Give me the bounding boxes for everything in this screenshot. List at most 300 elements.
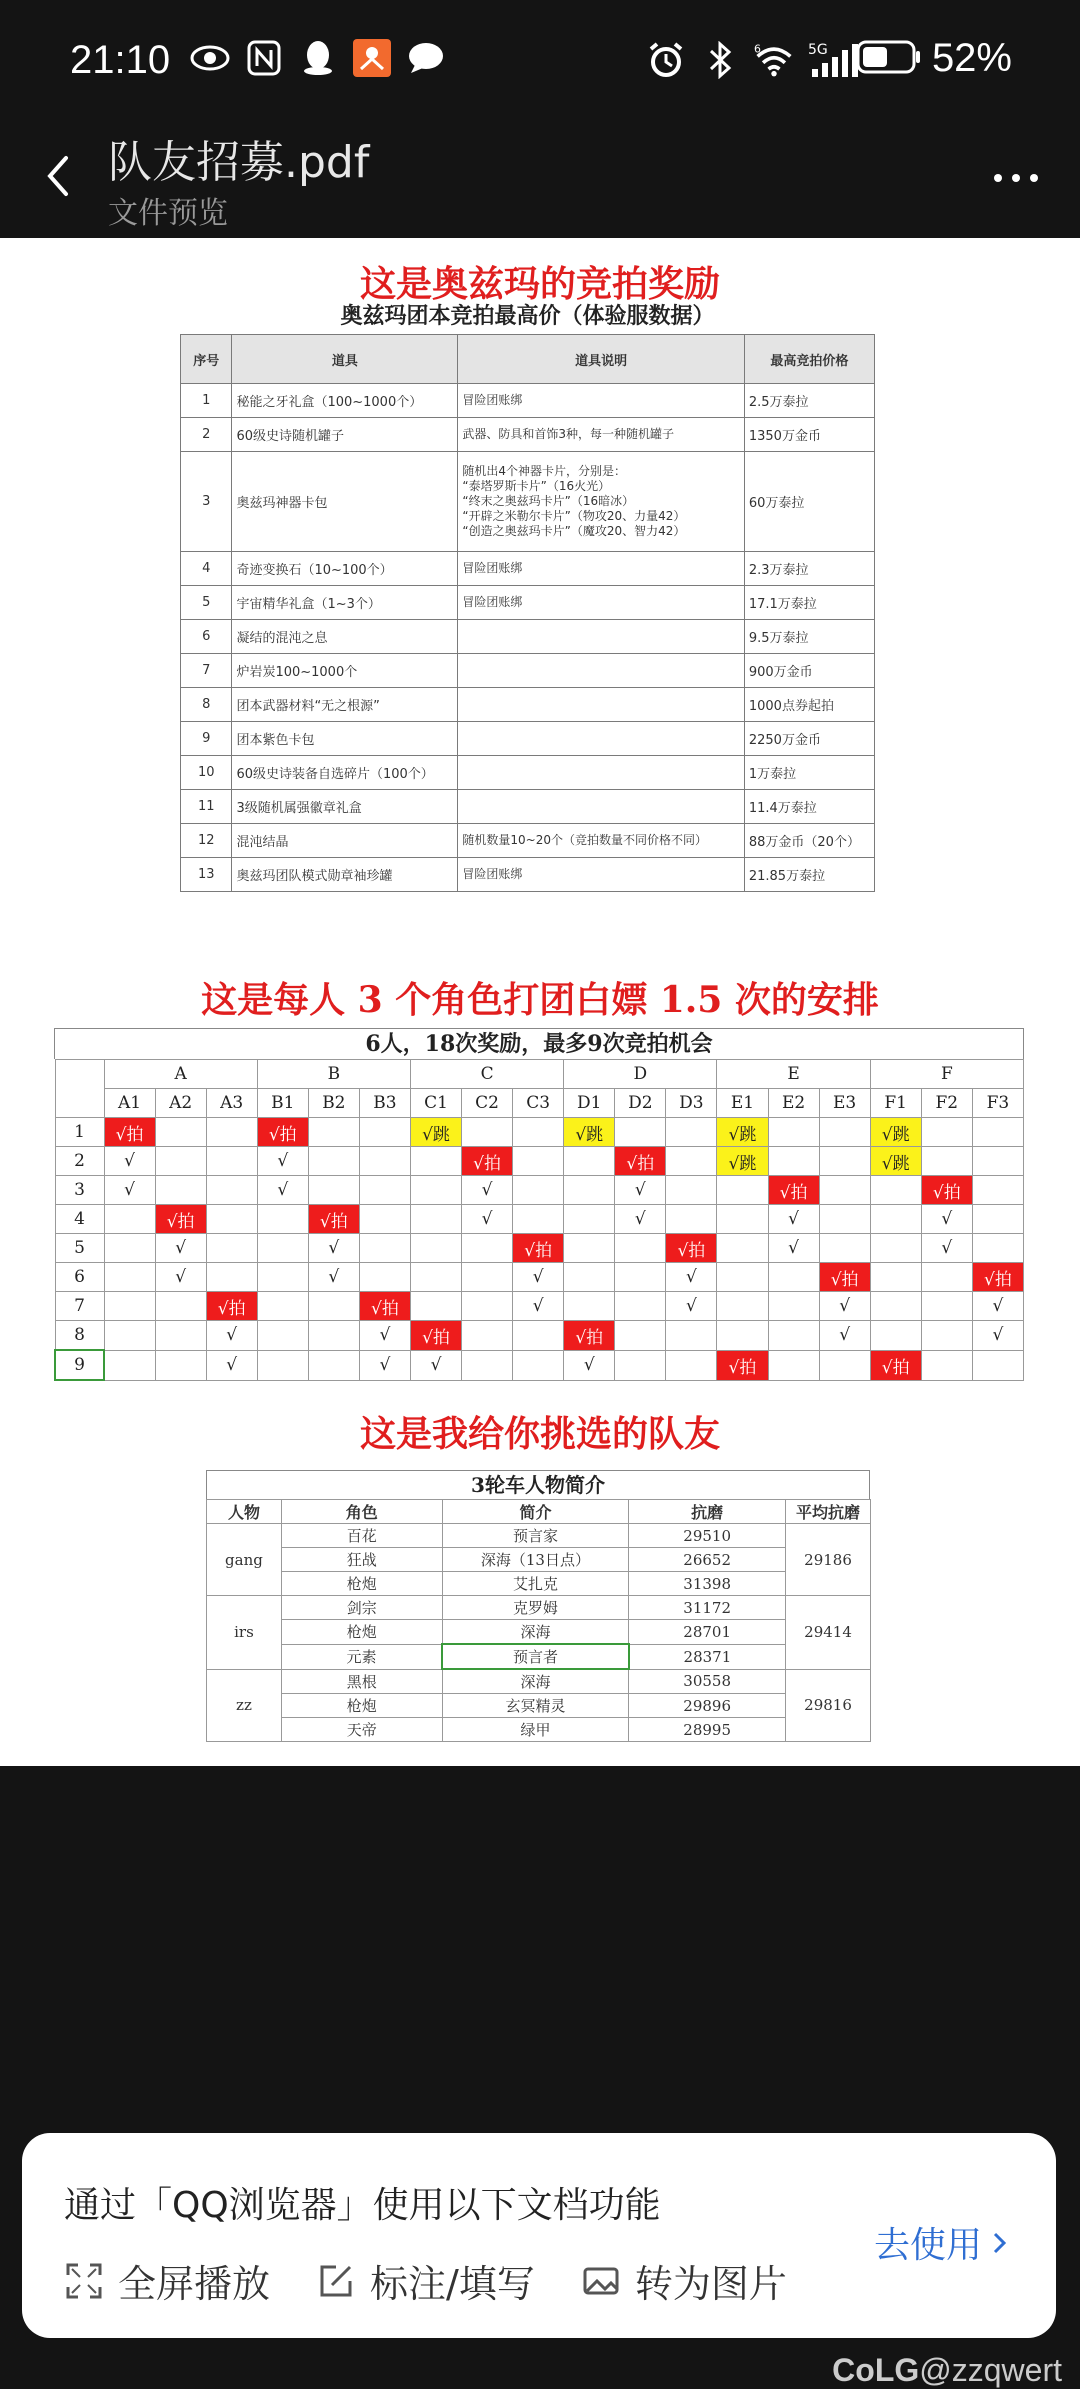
table-row — [181, 756, 875, 790]
table-row — [181, 824, 875, 858]
intro-cell: 深海（13日点） — [442, 1548, 629, 1572]
cell-empty — [308, 1118, 359, 1147]
role-cell: 枪炮 — [281, 1620, 442, 1645]
table-row — [207, 1596, 871, 1620]
column-header: F2 — [921, 1089, 972, 1118]
column-header: F3 — [972, 1089, 1023, 1118]
row-no: 13 — [181, 858, 232, 892]
cell-check: √ — [359, 1321, 410, 1351]
row-price: 1万泰拉 — [744, 756, 874, 790]
row-desc: 武器、防具和首饰3种，每一种随机罐子 — [458, 418, 744, 452]
cell-empty — [921, 1350, 972, 1380]
row-price: 11.4万泰拉 — [744, 790, 874, 824]
header-no: 序号 — [181, 335, 232, 384]
table-row — [207, 1644, 871, 1669]
cell-empty — [921, 1292, 972, 1321]
message-icon — [406, 38, 446, 78]
cell-check: √ — [666, 1263, 717, 1292]
cell-check: √ — [513, 1292, 564, 1321]
role-cell: 狂战 — [281, 1548, 442, 1572]
role-cell: 枪炮 — [281, 1572, 442, 1596]
row-label: 1 — [55, 1118, 104, 1147]
column-header: A3 — [206, 1089, 257, 1118]
cell-check: √ — [972, 1292, 1023, 1321]
cell-empty — [615, 1118, 666, 1147]
nfc-icon — [244, 38, 284, 78]
table-row — [181, 452, 875, 552]
cell-bid: √拍 — [206, 1292, 257, 1321]
cell-empty — [921, 1263, 972, 1292]
cell-bid: √拍 — [870, 1350, 921, 1380]
cell-empty — [717, 1292, 768, 1321]
cell-empty — [104, 1292, 155, 1321]
cell-empty — [104, 1350, 155, 1380]
header-intro: 简介 — [442, 1500, 629, 1524]
cell-empty — [206, 1234, 257, 1263]
row-item: 60级史诗随机罐子 — [232, 418, 458, 452]
column-header: E1 — [717, 1089, 768, 1118]
person-cell: gang — [207, 1524, 282, 1596]
cell-empty — [206, 1205, 257, 1234]
header-role: 角色 — [281, 1500, 442, 1524]
table-row — [207, 1718, 871, 1742]
column-header: F1 — [870, 1089, 921, 1118]
intro-cell: 绿甲 — [442, 1718, 629, 1742]
row-desc: 冒险团账绑 — [458, 586, 744, 620]
cell-empty — [921, 1147, 972, 1176]
cell-empty — [359, 1118, 410, 1147]
kangmo-cell: 28371 — [629, 1644, 786, 1669]
cell-empty — [768, 1263, 819, 1292]
schedule-row — [55, 1205, 1024, 1234]
row-no: 3 — [181, 452, 232, 552]
column-header: D2 — [615, 1089, 666, 1118]
watermark — [832, 2352, 1062, 2389]
cell-skip: √跳 — [410, 1118, 461, 1147]
cell-check: √ — [462, 1176, 513, 1205]
row-desc: 冒险团账绑 — [458, 552, 744, 586]
cell-empty — [462, 1350, 513, 1380]
cell-empty — [615, 1234, 666, 1263]
cell-check: √ — [921, 1234, 972, 1263]
row-label: 2 — [55, 1147, 104, 1176]
kangmo-cell: 28995 — [629, 1718, 786, 1742]
kangmo-cell: 29510 — [629, 1524, 786, 1548]
row-price: 17.1万泰拉 — [744, 586, 874, 620]
cell-empty — [513, 1147, 564, 1176]
person-cell: zz — [207, 1669, 282, 1742]
cell-empty — [257, 1350, 308, 1380]
table-row — [181, 586, 875, 620]
cell-empty — [921, 1118, 972, 1147]
cell-empty — [615, 1321, 666, 1351]
row-item: 混沌结晶 — [232, 824, 458, 858]
cell-empty — [972, 1234, 1023, 1263]
cell-check: √ — [308, 1234, 359, 1263]
row-price: 2.5万泰拉 — [744, 384, 874, 418]
more-options-button[interactable] — [986, 158, 1046, 198]
cell-empty — [359, 1205, 410, 1234]
row-desc: 随机出4个神器卡片，分别是： “泰塔罗斯卡片”（16火光） “终末之奥兹玛卡片”（16暗冰） “开辟之米勒尔卡片”（物攻20、力量42） “创造之奥兹玛卡片”（魔攻20、智力42） — [458, 452, 744, 552]
row-item: 奇迹变换石（10~100个） — [232, 552, 458, 586]
group-header: E — [717, 1060, 870, 1089]
cell-empty — [410, 1234, 461, 1263]
cell-empty — [768, 1118, 819, 1147]
system-icons — [646, 40, 860, 80]
cell-empty — [104, 1205, 155, 1234]
header-person: 人物 — [207, 1500, 282, 1524]
row-no: 10 — [181, 756, 232, 790]
cell-empty — [155, 1176, 206, 1205]
row-desc — [458, 790, 744, 824]
cell-bid: √拍 — [921, 1176, 972, 1205]
column-header: C1 — [410, 1089, 461, 1118]
cell-bid: √拍 — [513, 1234, 564, 1263]
fullscreen-label: 全屏播放 — [118, 2262, 271, 2306]
cell-check: √ — [104, 1147, 155, 1176]
row-item: 团本紫色卡包 — [232, 722, 458, 756]
role-cell: 枪炮 — [281, 1694, 442, 1718]
cell-empty — [513, 1176, 564, 1205]
schedule-row — [55, 1234, 1024, 1263]
row-desc — [458, 654, 744, 688]
schedule-row — [55, 1118, 1024, 1147]
row-no: 12 — [181, 824, 232, 858]
role-cell: 天帝 — [281, 1718, 442, 1742]
row-price: 60万泰拉 — [744, 452, 874, 552]
heading-schedule: 这是每人 3 个角色打团白嫖 1.5 次的安排 — [201, 979, 879, 1021]
row-desc — [458, 756, 744, 790]
cell-check: √ — [819, 1292, 870, 1321]
qq-icon — [298, 38, 338, 78]
cell-empty — [768, 1350, 819, 1380]
cell-empty — [666, 1350, 717, 1380]
to-image-label: 转为图片 — [634, 2262, 787, 2306]
cell-empty — [666, 1147, 717, 1176]
table-row — [207, 1572, 871, 1596]
cell-check: √ — [768, 1205, 819, 1234]
cell-check: √ — [615, 1176, 666, 1205]
row-desc — [458, 688, 744, 722]
chevron-left-icon — [30, 146, 90, 206]
cell-empty — [410, 1176, 461, 1205]
cell-empty — [819, 1118, 870, 1147]
row-item: 炉岩炭100~1000个 — [232, 654, 458, 688]
cell-empty — [308, 1350, 359, 1380]
cell-empty — [206, 1263, 257, 1292]
cell-bid: √拍 — [257, 1118, 308, 1147]
cell-skip: √跳 — [564, 1118, 615, 1147]
avg-cell: 29816 — [786, 1669, 871, 1742]
heading-teammates: 这是我给你挑选的队友 — [359, 1413, 720, 1455]
table-row — [181, 384, 875, 418]
cell-empty — [462, 1118, 513, 1147]
cell-bid: √拍 — [155, 1205, 206, 1234]
column-header: A2 — [155, 1089, 206, 1118]
row-label: 8 — [55, 1321, 104, 1351]
cell-empty — [155, 1147, 206, 1176]
row-label: 7 — [55, 1292, 104, 1321]
schedule-row — [55, 1321, 1024, 1351]
watermark-brand: CoLG — [832, 2352, 920, 2388]
cell-empty — [308, 1321, 359, 1351]
fullscreen-action[interactable] — [64, 2253, 270, 2308]
watermark-handle: @zzqwert — [919, 2352, 1062, 2388]
use-now-label: 去使用 — [873, 2225, 982, 2266]
intro-cell: 克罗姆 — [442, 1596, 629, 1620]
row-item: 秘能之牙礼盒（100~1000个） — [232, 384, 458, 418]
image-icon — [581, 2261, 621, 2301]
cell-check: √ — [768, 1234, 819, 1263]
cell-empty — [513, 1321, 564, 1351]
kangmo-cell: 29896 — [629, 1694, 786, 1718]
row-no: 4 — [181, 552, 232, 586]
header-price: 最高竞拍价格 — [744, 335, 874, 384]
cell-empty — [564, 1263, 615, 1292]
cell-check: √ — [155, 1234, 206, 1263]
app-bar — [0, 124, 1080, 238]
group-header: F — [870, 1060, 1023, 1089]
prompt-title: 通过「QQ浏览器」使用以下文档功能 — [64, 2185, 661, 2226]
cell-empty — [257, 1234, 308, 1263]
cell-empty — [308, 1176, 359, 1205]
cell-empty — [870, 1205, 921, 1234]
role-cell: 剑宗 — [281, 1596, 442, 1620]
group-header: B — [257, 1060, 410, 1089]
cell-check: √ — [972, 1321, 1023, 1351]
row-item: 团本武器材料“无之根源” — [232, 688, 458, 722]
to-image-action[interactable] — [581, 2253, 787, 2308]
row-no: 1 — [181, 384, 232, 418]
cell-empty — [972, 1118, 1023, 1147]
row-label: 9 — [55, 1350, 104, 1380]
row-no: 6 — [181, 620, 232, 654]
row-label: 4 — [55, 1205, 104, 1234]
cell-empty — [819, 1176, 870, 1205]
cell-empty — [819, 1234, 870, 1263]
cell-bid: √拍 — [462, 1147, 513, 1176]
cell-skip: √跳 — [717, 1147, 768, 1176]
battery-icon — [856, 39, 922, 79]
kangmo-cell: 26652 — [629, 1548, 786, 1572]
cell-empty — [870, 1263, 921, 1292]
cell-empty — [717, 1205, 768, 1234]
role-cell: 百花 — [281, 1524, 442, 1548]
group-header: C — [410, 1060, 563, 1089]
cell-skip: √跳 — [870, 1147, 921, 1176]
cell-empty — [206, 1118, 257, 1147]
table-row — [207, 1669, 871, 1694]
cell-check: √ — [921, 1205, 972, 1234]
cell-empty — [870, 1176, 921, 1205]
cell-empty — [972, 1350, 1023, 1380]
cell-empty — [308, 1147, 359, 1176]
cell-empty — [155, 1350, 206, 1380]
table-row — [181, 552, 875, 586]
table-row — [181, 790, 875, 824]
cell-skip: √跳 — [717, 1118, 768, 1147]
cell-empty — [615, 1350, 666, 1380]
cell-empty — [564, 1234, 615, 1263]
cell-empty — [359, 1263, 410, 1292]
cell-empty — [870, 1321, 921, 1351]
battery-percent: 52% — [931, 36, 1012, 80]
cell-bid: √拍 — [564, 1321, 615, 1351]
intro-cell: 预言者 — [442, 1644, 629, 1669]
header-kangmo: 抗磨 — [629, 1500, 786, 1524]
cell-empty — [104, 1321, 155, 1351]
document-subtitle: 文件预览 — [108, 196, 228, 231]
table-row — [181, 418, 875, 452]
cell-empty — [768, 1147, 819, 1176]
cell-check: √ — [257, 1176, 308, 1205]
row-item: 宇宙精华礼盒（1~3个） — [232, 586, 458, 620]
cellular-signal-icon — [808, 40, 860, 80]
qq-browser-prompt — [22, 2133, 1056, 2338]
heading-auction-rewards: 这是奥兹玛的竞拍奖励 — [359, 263, 720, 305]
cell-bid: √拍 — [819, 1263, 870, 1292]
cell-empty — [717, 1176, 768, 1205]
column-header: C3 — [513, 1089, 564, 1118]
cell-check: √ — [206, 1350, 257, 1380]
cell-empty — [564, 1292, 615, 1321]
table-row — [181, 858, 875, 892]
column-header: B2 — [308, 1089, 359, 1118]
column-header: E3 — [819, 1089, 870, 1118]
row-label: 6 — [55, 1263, 104, 1292]
avg-cell: 29414 — [786, 1596, 871, 1670]
fullscreen-icon — [64, 2261, 104, 2301]
wifi-icon — [754, 40, 794, 80]
cell-empty — [359, 1176, 410, 1205]
cell-empty — [308, 1292, 359, 1321]
cell-empty — [666, 1321, 717, 1351]
cell-empty — [564, 1176, 615, 1205]
cell-skip: √跳 — [870, 1118, 921, 1147]
cell-bid: √拍 — [308, 1205, 359, 1234]
table-row — [207, 1524, 871, 1548]
cell-empty — [410, 1292, 461, 1321]
wifi-label: 6 — [754, 42, 761, 56]
header-desc: 道具说明 — [458, 335, 744, 384]
cell-empty — [462, 1263, 513, 1292]
cell-empty — [104, 1234, 155, 1263]
row-no: 9 — [181, 722, 232, 756]
cell-empty — [410, 1147, 461, 1176]
cell-empty — [819, 1350, 870, 1380]
row-price: 900万金币 — [744, 654, 874, 688]
cell-bid: √拍 — [615, 1147, 666, 1176]
intro-cell: 艾扎克 — [442, 1572, 629, 1596]
table-row — [181, 722, 875, 756]
kangmo-cell: 31172 — [629, 1596, 786, 1620]
edit-icon — [316, 2261, 356, 2301]
cell-check: √ — [513, 1263, 564, 1292]
table-row — [207, 1694, 871, 1718]
pdf-page[interactable] — [0, 238, 1080, 1766]
kangmo-cell: 31398 — [629, 1572, 786, 1596]
kangmo-cell: 30558 — [629, 1669, 786, 1694]
auction-table-title: 奥兹玛团本竞拍最高价（体验服数据） — [340, 303, 715, 329]
cell-check: √ — [206, 1321, 257, 1351]
column-header: B3 — [359, 1089, 410, 1118]
auction-price-table — [180, 298, 875, 892]
row-price: 88万金币（20个） — [744, 824, 874, 858]
intro-cell: 玄冥精灵 — [442, 1694, 629, 1718]
cell-empty — [359, 1147, 410, 1176]
schedule-table — [54, 1028, 1024, 1381]
row-label: 5 — [55, 1234, 104, 1263]
back-button[interactable] — [30, 146, 90, 206]
row-item: 奥兹玛团队模式勋章袖珍罐 — [232, 858, 458, 892]
row-price: 2.3万泰拉 — [744, 552, 874, 586]
cell-check: √ — [155, 1263, 206, 1292]
cell-check: √ — [410, 1350, 461, 1380]
row-label: 3 — [55, 1176, 104, 1205]
use-now-button[interactable] — [874, 2217, 1010, 2268]
schedule-row — [55, 1176, 1024, 1205]
cell-empty — [257, 1321, 308, 1351]
more-icon — [986, 158, 1046, 198]
cell-empty — [462, 1292, 513, 1321]
row-price: 1000点券起拍 — [744, 688, 874, 722]
table-row — [181, 654, 875, 688]
cell-empty — [155, 1292, 206, 1321]
kangmo-cell: 28701 — [629, 1620, 786, 1645]
cell-empty — [410, 1205, 461, 1234]
annotate-action[interactable] — [316, 2253, 535, 2308]
cell-empty — [666, 1205, 717, 1234]
teammates-table — [206, 1470, 871, 1742]
row-desc: 随机数量10~20个（竞拍数量不同价格不同） — [458, 824, 744, 858]
row-desc: 冒险团账绑 — [458, 858, 744, 892]
cell-bid: √拍 — [768, 1176, 819, 1205]
corner-cell — [55, 1060, 104, 1118]
cell-bid: √拍 — [717, 1350, 768, 1380]
cell-empty — [972, 1205, 1023, 1234]
row-item: 凝结的混沌之息 — [232, 620, 458, 654]
schedule-row — [55, 1292, 1024, 1321]
cell-empty — [513, 1205, 564, 1234]
row-no: 5 — [181, 586, 232, 620]
chevron-right-icon — [990, 2228, 1010, 2258]
row-item: 奥兹玛神器卡包 — [232, 452, 458, 552]
teammates-table-title: 3轮车人物简介 — [206, 1470, 870, 1499]
document-title: 队友招募.pdf — [108, 137, 370, 188]
intro-cell: 深海 — [442, 1669, 629, 1694]
cell-bid: √拍 — [104, 1118, 155, 1147]
column-header: E2 — [768, 1089, 819, 1118]
group-header: A — [104, 1060, 257, 1089]
column-header: B1 — [257, 1089, 308, 1118]
intro-cell: 预言家 — [442, 1524, 629, 1548]
cell-empty — [717, 1263, 768, 1292]
cell-empty — [666, 1176, 717, 1205]
cell-bid: √拍 — [410, 1321, 461, 1351]
cell-empty — [155, 1321, 206, 1351]
alarm-icon — [646, 40, 686, 80]
row-no: 2 — [181, 418, 232, 452]
annotate-label: 标注/填写 — [370, 2262, 535, 2306]
cell-check: √ — [359, 1350, 410, 1380]
row-price: 2250万金币 — [744, 722, 874, 756]
row-item: 3级随机属强徽章礼盒 — [232, 790, 458, 824]
cell-empty — [819, 1147, 870, 1176]
cell-empty — [513, 1350, 564, 1380]
cell-check: √ — [819, 1321, 870, 1351]
intro-cell: 深海 — [442, 1620, 629, 1645]
cell-empty — [615, 1292, 666, 1321]
